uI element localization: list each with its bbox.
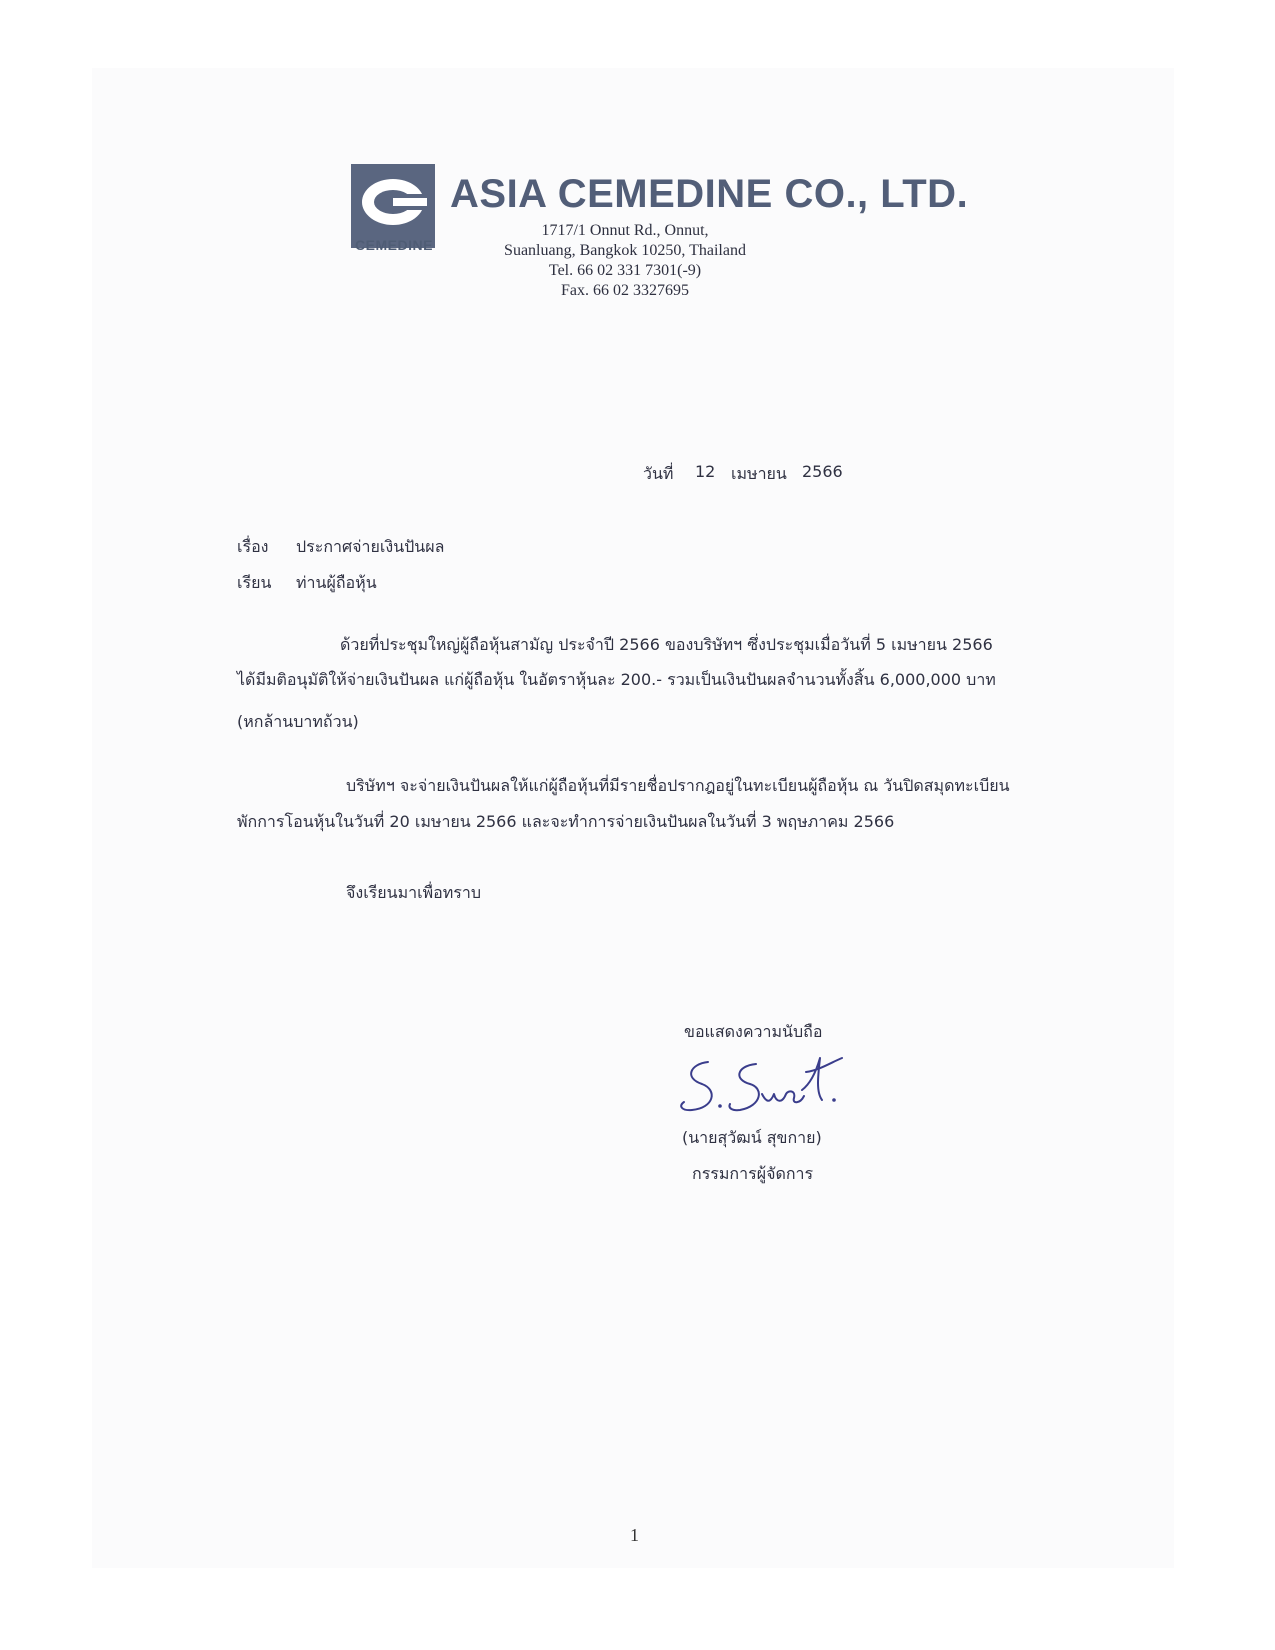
paragraph-1-line-3: (หกล้านบาทถ้วน) [237, 712, 359, 731]
paragraph-2-line-1: บริษัทฯ จะจ่ายเงินปันผลให้แก่ผู้ถือหุ้นที่มีรายชื่อปรากฎอยู่ในทะเบียนผู้ถือหุ้น ณ วันปิดสมุดทะเบียน [346, 776, 1010, 795]
telephone: Tel. 66 02 331 7301(-9) [548, 262, 702, 279]
date-day: 12 [695, 462, 716, 481]
paragraph-1-line-2: ได้มีมติอนุมัติให้จ่ายเงินปันผล แก่ผู้ถือหุ้น ในอัตราหุ้นละ 200.- รวมเป็นเงินปันผลจำนวนทั้งสิ้น 6,000,000 บาท [237, 670, 996, 689]
address-line-2: Suanluang, Bangkok 10250, Thailand [504, 242, 746, 259]
date-month: เมษายน [731, 464, 787, 483]
closing-line: จึงเรียนมาเพื่อทราบ [346, 883, 481, 902]
signatory-name: (นายสุวัฒน์ สุขกาย) [682, 1128, 822, 1147]
paragraph-2-line-2: พักการโอนหุ้นในวันที่ 20 เมษายน 2566 และจะทำการจ่ายเงินปันผลในวันที่ 3 พฤษภาคม 2566 [237, 812, 895, 831]
date-year: 2566 [802, 462, 843, 481]
page-number: 1 [630, 1525, 639, 1545]
date-label: วันที่ [643, 464, 674, 483]
logo-label: CEMEDINE [355, 237, 433, 253]
regards: ขอแสดงความนับถือ [684, 1022, 823, 1041]
signatory-position: กรรมการผู้จัดการ [692, 1164, 814, 1183]
recipient-value: ท่านผู้ถือหุ้น [296, 573, 377, 592]
recipient-label: เรียน [237, 573, 272, 592]
paragraph-1-line-1: ด้วยที่ประชุมใหญ่ผู้ถือหุ้นสามัญ ประจำปี 2566 ของบริษัทฯ ซึ่งประชุมเมื่อวันที่ 5 เมษายน 2566 [340, 635, 993, 654]
cemedine-logo-icon [351, 164, 435, 248]
handwritten-signature [670, 1050, 860, 1120]
company-name: ASIA CEMEDINE CO., LTD. [450, 172, 969, 216]
subject-label: เรื่อง [237, 537, 269, 556]
fax: Fax. 66 02 3327695 [561, 282, 689, 299]
address-line-1: 1717/1 Onnut Rd., Onnut, [541, 222, 709, 239]
subject-value: ประกาศจ่ายเงินปันผล [296, 537, 445, 556]
